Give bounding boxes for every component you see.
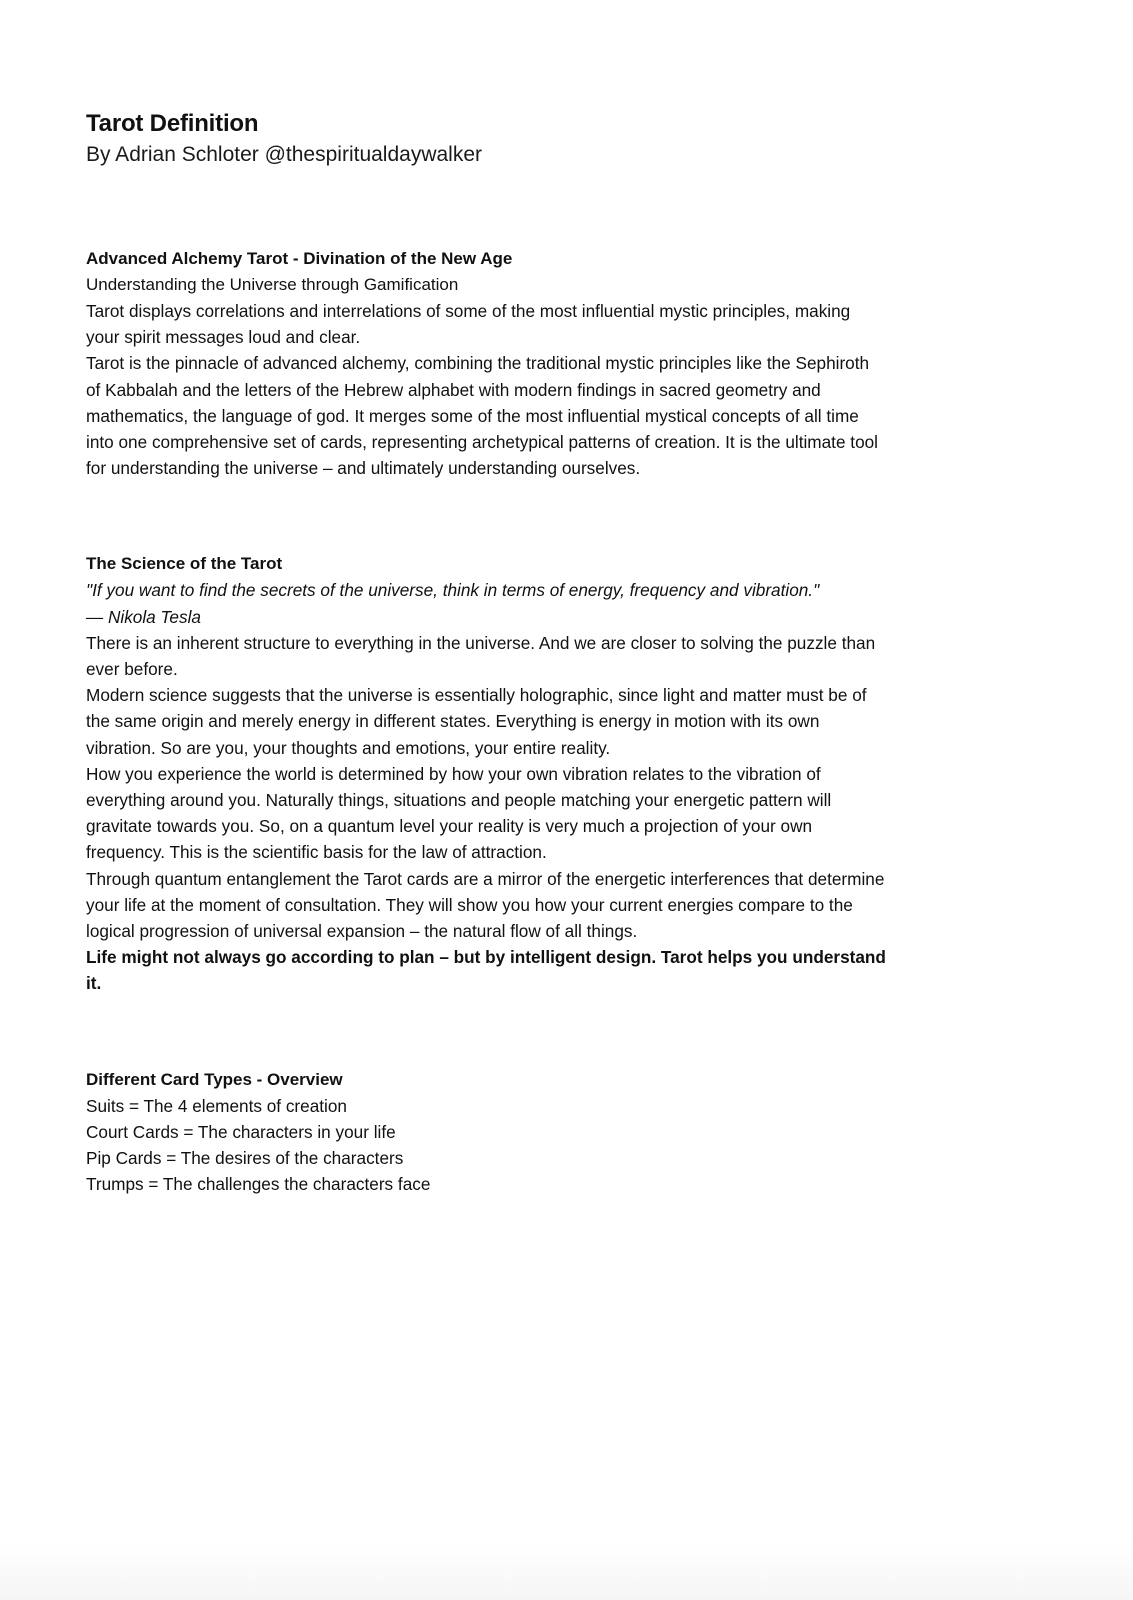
document-content [86, 108, 886, 1197]
section-science-of-tarot [86, 551, 886, 996]
paragraph: Tarot is the pinnacle of advanced alchemy, combining the traditional mystic principles like the Sephiroth of Kabbalah and the letters of the Hebrew alphabet with modern findings in sacred geometry and mathematics, the language of god. It merges some of the most influential mystical concepts of all time into one comprehensive set of cards, representing archetypical patterns of creation. It is the ultimate tool for understanding the universe – and ultimately understanding ourselves. [86, 353, 879, 479]
paragraph: Through quantum entanglement the Tarot cards are a mirror of the energetic interferences that determine your life at the moment of consultation. They will show you how your current energies compare to the logical progression of universal expansion – the natural flow of all things. [86, 868, 885, 942]
card-type-item: Suits = The 4 elements of creation [86, 1095, 347, 1116]
paragraph: There is an inherent structure to everything in the universe. And we are closer to solving the puzzle than ever before. [86, 632, 876, 680]
page-bottom-shade [0, 1540, 1133, 1600]
paragraph: Tarot displays correlations and interrelations of some of the most influential mystic principles, making your spirit messages loud and clear. [86, 301, 851, 348]
card-type-item: Court Cards = The characters in your life [86, 1121, 396, 1142]
section-card-types [86, 1067, 886, 1198]
section-advanced-alchemy [86, 246, 886, 481]
document-title: Tarot Definition [86, 110, 259, 137]
card-type-item: Pip Cards = The desires of the characters [86, 1148, 404, 1169]
section-title: Different Card Types - Overview [86, 1069, 343, 1089]
section-title: Advanced Alchemy Tarot - Divination of the New Age [86, 249, 513, 268]
paragraph: How you experience the world is determined by how your own vibration relates to the vibration of everything around you. Naturally things, situations and people matching your energetic pattern will gravitate towards you. So, on a quantum level your reality is very much a projection of your own frequency. This is the scientific basis for the law of attraction. [86, 763, 832, 863]
section-title: The Science of the Tarot [86, 554, 283, 574]
document-byline: By Adrian Schloter @thespiritualdaywalker [86, 143, 483, 166]
paragraph: Modern science suggests that the universe is essentially holographic, since light and matter must be of the same origin and merely energy in different states. Everything is energy in motion with its own vibration. So are you, your thoughts and emotions, your entire reality. [86, 685, 867, 758]
section-subtitle: Understanding the Universe through Gamification [86, 275, 459, 294]
tesla-quote: "If you want to find the secrets of the universe, think in terms of energy, frequency and vibration." [86, 580, 820, 601]
closing-statement: Life might not always go according to plan – but by intelligent design. Tarot helps you understand it. [86, 947, 886, 994]
card-type-item: Trumps = The challenges the characters face [86, 1174, 431, 1195]
quote-author: — Nikola Tesla [86, 606, 201, 627]
